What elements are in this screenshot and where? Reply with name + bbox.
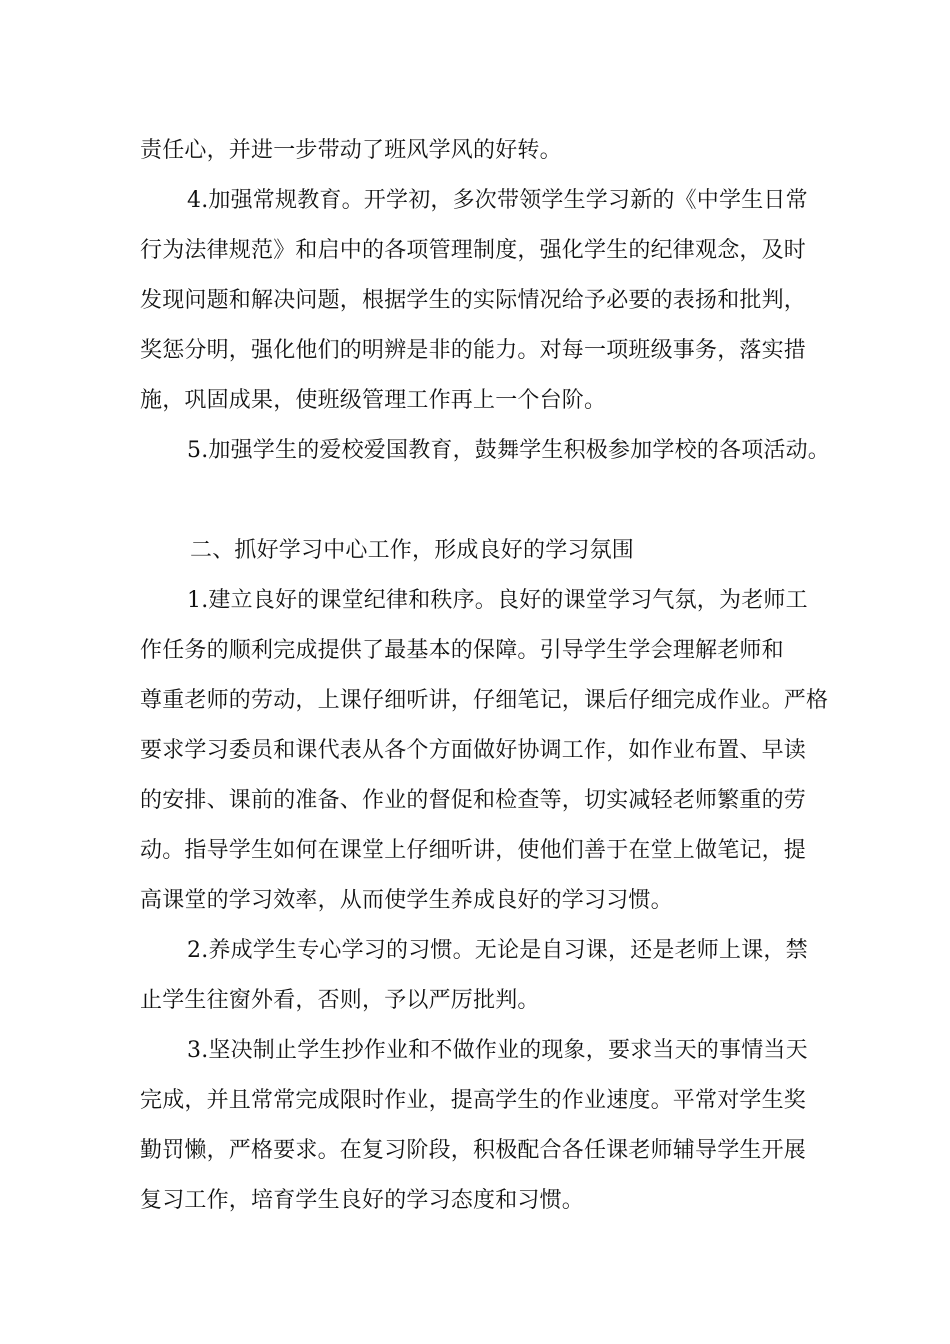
paragraph-line: 2.养成学生专心学习的习惯。无论是自习课，还是老师上课，禁 [187, 938, 808, 963]
paragraph-line: 要求学习委员和课代表从各个方面做好协调工作，如作业布置、早读 [140, 738, 807, 763]
paragraph-line: 勤罚懒，严格要求。在复习阶段，积极配合各任课老师辅导学生开展 [140, 1138, 807, 1163]
paragraph-line: 1.建立良好的课堂纪律和秩序。良好的课堂学习气氛，为老师工 [187, 588, 808, 613]
paragraph-line: 复习工作，培育学生良好的学习态度和习惯。 [140, 1188, 585, 1213]
paragraph-line: 奖惩分明，强化他们的明辨是非的能力。对每一项班级事务，落实措 [140, 338, 807, 363]
paragraph-line: 动。指导学生如何在课堂上仔细听讲，使他们善于在堂上做笔记，提 [140, 838, 807, 863]
paragraph-line: 发现问题和解决问题，根据学生的实际情况给予必要的表扬和批判， [140, 288, 807, 313]
paragraph-line: 4.加强常规教育。开学初，多次带领学生学习新的《中学生日常 [187, 188, 808, 213]
paragraph-line: 责任心，并进一步带动了班风学风的好转。 [140, 138, 562, 163]
paragraph-line: 完成，并且常常完成限时作业，提高学生的作业速度。平常对学生奖 [140, 1088, 807, 1113]
paragraph-line: 施，巩固成果，使班级管理工作再上一个台阶。 [140, 388, 607, 413]
paragraph-line: 尊重老师的劳动，上课仔细听讲，仔细笔记，课后仔细完成作业。严格 [140, 688, 829, 713]
paragraph-line: 5.加强学生的爱校爱国教育，鼓舞学生积极参加学校的各项活动。 [187, 438, 830, 463]
section-heading: 二、抓好学习中心工作，形成良好的学习氛围 [190, 538, 635, 563]
paragraph-line: 止学生往窗外看，否则，予以严厉批判。 [140, 988, 540, 1013]
paragraph-line: 行为法律规范》和启中的各项管理制度，强化学生的纪律观念，及时 [140, 238, 807, 263]
paragraph-line: 3.坚决制止学生抄作业和不做作业的现象，要求当天的事情当天 [187, 1038, 808, 1063]
paragraph-line: 作任务的顺利完成提供了最基本的保障。引导学生学会理解老师和 [140, 638, 784, 663]
paragraph-line: 高课堂的学习效率，从而使学生养成良好的学习习惯。 [140, 888, 673, 913]
paragraph-line: 的安排、课前的准备、作业的督促和检查等，切实减轻老师繁重的劳 [140, 788, 807, 813]
